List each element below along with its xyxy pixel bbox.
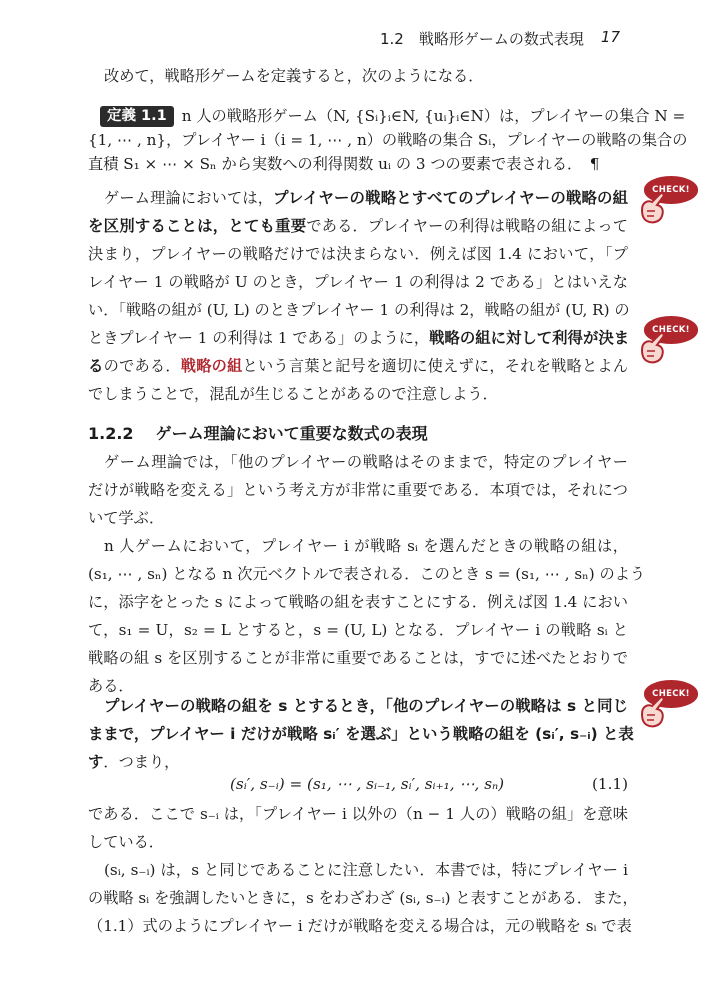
para5-line-1: である．ここで s₋ᵢ は，「プレイヤー i 以外の（n − 1 人の）戦略の組」を意味 bbox=[88, 805, 628, 823]
para1-line-7 bbox=[88, 352, 628, 380]
para6-line-2: の戦略 sᵢ を強調したいときに，s をわざわざ (sᵢ, s₋ᵢ) と表すことがある．また， bbox=[88, 889, 638, 907]
para1-emphasis: 戦略の組に対して利得が決ま bbox=[429, 329, 630, 347]
para1-line-5: い．「戦略の組が (U, L) のときプレイヤー 1 の利得は 2，戦略の組が (U, R) の bbox=[88, 301, 630, 319]
para4-line-2: ままで，プレイヤー i だけが戦略 sᵢ′ を選ぶ」という戦略の組を (sᵢ′, s₋ᵢ) と表 bbox=[88, 725, 634, 743]
header-section-title: 1.2 戦略形ゲームの数式表現 bbox=[380, 30, 584, 48]
definition-text-1: n 人の戦略形ゲーム（N, {Sᵢ}ᵢ∈N, {uᵢ}ᵢ∈N）は，プレイヤーの集合 N = bbox=[181, 107, 686, 125]
intro-text: 改めて，戦略形ゲームを定義すると，次のようになる． bbox=[104, 67, 484, 85]
para1-line-6 bbox=[88, 324, 628, 352]
pointing-hand-icon bbox=[638, 328, 668, 368]
page-number: 17 bbox=[600, 28, 620, 46]
equation-body: (sᵢ′, s₋ᵢ) = (s₁, ⋯ , sᵢ₋₁, sᵢ′, sᵢ₊₁, ⋯, sₙ) bbox=[230, 775, 505, 793]
para1-line-8: でしまうことで，混乱が生じることがあるので注意しよう． bbox=[88, 385, 498, 403]
para2-line-2: だけが戦略を変える」という考え方が非常に重要である．本項では，それにつ bbox=[88, 481, 628, 499]
para1-line-2 bbox=[88, 212, 628, 240]
para3-line-2: (s₁, ⋯ , sₙ) となる n 次元ベクトルで表される．このとき s = (s₁, ⋯ , sₙ) のよう bbox=[88, 565, 646, 583]
section-number: 1.2.2 bbox=[88, 424, 134, 443]
para4-text: ．つまり， bbox=[103, 753, 180, 771]
para3-line-4: て，s₁ = U，s₂ = L とすると，s = (U, L) となる．プレイヤー i の戦略 sᵢ と bbox=[88, 621, 628, 639]
pointing-hand-icon bbox=[638, 188, 668, 228]
definition-line-3: 直積 S₁ × ⋯ × Sₙ から実数への利得関数 uᵢ の 3 つの要素で表される． ¶ bbox=[88, 155, 600, 173]
check-label: CHECK! bbox=[644, 176, 698, 204]
equation-label: (1.1) bbox=[591, 775, 628, 793]
para3-line-6: ある． bbox=[88, 677, 134, 695]
para1-red-term: 戦略の組 bbox=[180, 357, 243, 375]
para1-emphasis: る bbox=[88, 357, 104, 375]
para1-text: ときプレイヤー 1 の利得は 1 である」のように， bbox=[88, 329, 430, 347]
check-mark-2 bbox=[638, 316, 700, 372]
section-heading bbox=[88, 420, 428, 448]
para1-line-3: 決まり，プレイヤーの戦略だけでは決まらない．例えば図 1.4 において，「プ bbox=[88, 245, 628, 263]
definition-line-2: {1, ⋯ , n}，プレイヤー i（i = 1, ⋯ , n）の戦略の集合 Sᵢ，プレイヤーの戦略の集合の bbox=[88, 131, 688, 149]
para4-emphasis: す bbox=[88, 753, 104, 771]
para6-line-3: （1.1）式のようにプレイヤー i だけが戦略を変える場合は，元の戦略を sᵢ で表 bbox=[88, 917, 632, 935]
para3-line-3: に，添字をとった s によって戦略の組を表すことにする．例えば図 1.4 におい bbox=[88, 593, 628, 611]
check-mark-3 bbox=[638, 680, 700, 736]
para4-line-1: プレイヤーの戦略の組を s とするとき，「他のプレイヤーの戦略は s と同じ bbox=[104, 697, 628, 715]
para2-line-3: いて学ぶ． bbox=[88, 509, 165, 527]
para1-emphasis: を区別することは，とても重要 bbox=[88, 217, 307, 235]
check-label: CHECK! bbox=[644, 316, 698, 344]
para3-line-5: 戦略の組 s を区別することが非常に重要であることは，すでに述べたとおりで bbox=[88, 649, 628, 667]
para1-text: である．プレイヤーの利得は戦略の組によって bbox=[306, 217, 628, 235]
check-mark-1 bbox=[638, 176, 700, 232]
section-title: ゲーム理論において重要な数式の表現 bbox=[155, 424, 428, 443]
definition-badge: 定義 1.1 bbox=[100, 106, 174, 127]
para1-emphasis: プレイヤーの戦略とすべてのプレイヤーの戦略の組 bbox=[273, 189, 629, 207]
pointing-hand-icon bbox=[638, 692, 668, 732]
equation-1-1 bbox=[230, 770, 628, 798]
para1-text: ゲーム理論においては， bbox=[104, 189, 274, 207]
para2-line-1: ゲーム理論では，「他のプレイヤーの戦略はそのままで，特定のプレイヤー bbox=[104, 453, 628, 471]
para1-text: のである． bbox=[103, 357, 181, 375]
para6-line-1: (sᵢ, s₋ᵢ) は，s と同じであることに注意したい．本書では，特にプレイヤー i bbox=[104, 861, 628, 879]
para3-line-1: n 人ゲームにおいて，プレイヤー i が戦略 sᵢ を選んだときの戦略の組は， bbox=[104, 537, 628, 555]
para1-text: という言葉と記号を適切に使えずに，それを戦略とよん bbox=[242, 357, 629, 375]
para1-line-4: レイヤー 1 の戦略が U のとき，プレイヤー 1 の利得は 2 である」とはいえな bbox=[88, 273, 628, 291]
para1-line-1 bbox=[104, 184, 628, 212]
para5-line-2: している． bbox=[88, 833, 164, 851]
running-header bbox=[380, 28, 620, 50]
check-label: CHECK! bbox=[644, 680, 698, 708]
